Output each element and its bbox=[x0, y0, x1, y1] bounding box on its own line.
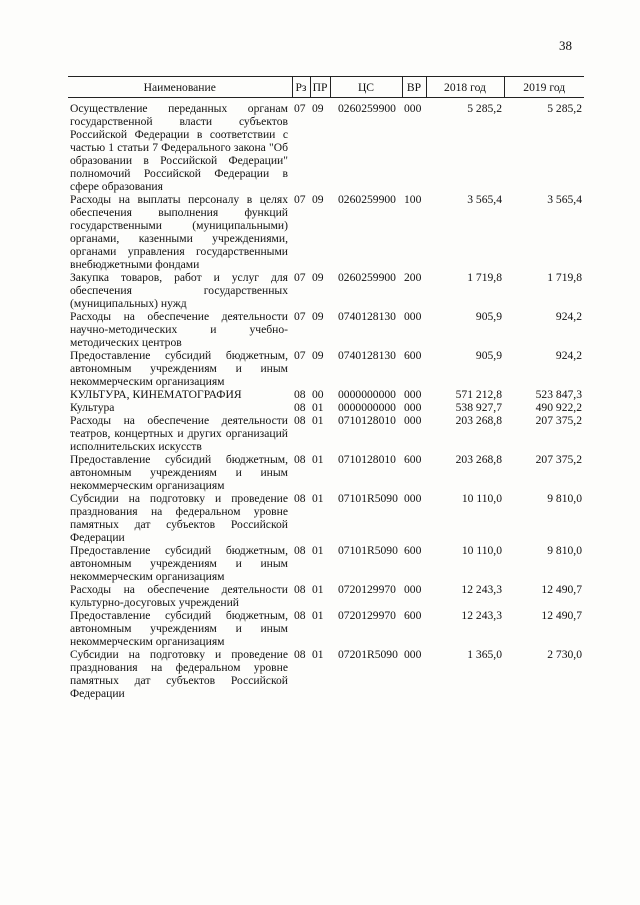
row-name: Осуществление переданных органам государственной власти субъектов Российской Федерации в соответствии с частью 1 статьи 7 Федерального закона "Об образовании в Российской Федерации" полномочий Российской Федерации в сфере образования bbox=[70, 102, 288, 193]
header-2019: 2019 год bbox=[504, 77, 584, 98]
row-cs: 07101R5090 bbox=[338, 544, 398, 557]
table-header-row bbox=[68, 77, 584, 98]
row-2019: 12 490,7 bbox=[541, 583, 582, 596]
table-row bbox=[68, 310, 584, 349]
row-rz: 08 bbox=[294, 492, 306, 505]
row-name: КУЛЬТУРА, КИНЕМАТОГРАФИЯ bbox=[70, 388, 242, 401]
row-pr: 01 bbox=[312, 544, 324, 557]
row-cs: 0260259900 bbox=[338, 271, 396, 284]
row-name: Предоставление субсидий бюджетным, автономным учреждениям и иным некоммерческим организациям bbox=[70, 349, 288, 388]
row-cs: 07201R5090 bbox=[338, 648, 398, 661]
row-pr: 09 bbox=[312, 310, 324, 323]
table-row bbox=[68, 492, 584, 544]
row-rz: 08 bbox=[294, 388, 306, 401]
row-cs: 0710128010 bbox=[338, 414, 396, 427]
row-vr: 000 bbox=[404, 648, 422, 661]
row-2018: 1 365,0 bbox=[467, 648, 502, 661]
row-name: Расходы на обеспечение деятельности культурно-досуговых учреждений bbox=[70, 583, 288, 609]
row-2019: 207 375,2 bbox=[535, 414, 582, 427]
row-vr: 600 bbox=[404, 609, 422, 622]
row-pr: 09 bbox=[312, 102, 324, 115]
row-rz: 08 bbox=[294, 544, 306, 557]
row-2019: 2 730,0 bbox=[547, 648, 582, 661]
row-name: Расходы на обеспечение деятельности научно-методических и учебно-методических центров bbox=[70, 310, 288, 349]
row-name: Закупка товаров, работ и услуг для обеспечения государственных (муниципальных) нужд bbox=[70, 271, 288, 310]
table-row bbox=[68, 648, 584, 700]
table-row bbox=[68, 453, 584, 492]
row-vr: 600 bbox=[404, 453, 422, 466]
row-pr: 01 bbox=[312, 453, 324, 466]
row-pr: 09 bbox=[312, 271, 324, 284]
row-rz: 08 bbox=[294, 401, 306, 414]
table-row bbox=[68, 583, 584, 609]
row-rz: 08 bbox=[294, 583, 306, 596]
row-2018: 905,9 bbox=[475, 349, 502, 362]
row-vr: 000 bbox=[404, 401, 422, 414]
row-2018: 3 565,4 bbox=[467, 193, 502, 206]
row-pr: 01 bbox=[312, 583, 324, 596]
row-2018: 1 719,8 bbox=[467, 271, 502, 284]
row-2019: 12 490,7 bbox=[541, 609, 582, 622]
row-2019: 9 810,0 bbox=[547, 544, 582, 557]
row-cs: 0710128010 bbox=[338, 453, 396, 466]
row-pr: 01 bbox=[312, 609, 324, 622]
table-row bbox=[68, 414, 584, 453]
row-2018: 203 268,8 bbox=[455, 414, 502, 427]
row-pr: 01 bbox=[312, 648, 324, 661]
table-row bbox=[68, 609, 584, 648]
row-vr: 200 bbox=[404, 271, 422, 284]
row-2019: 5 285,2 bbox=[547, 102, 582, 115]
table-row bbox=[68, 401, 584, 414]
row-pr: 00 bbox=[312, 388, 324, 401]
row-rz: 08 bbox=[294, 414, 306, 427]
row-rz: 08 bbox=[294, 453, 306, 466]
row-2019: 523 847,3 bbox=[535, 388, 582, 401]
row-name: Предоставление субсидий бюджетным, автономным учреждениям и иным некоммерческим организациям bbox=[70, 453, 288, 492]
table-body bbox=[68, 98, 584, 701]
row-2018: 10 110,0 bbox=[461, 544, 502, 557]
header-2018: 2018 год bbox=[426, 77, 504, 98]
row-vr: 100 bbox=[404, 193, 422, 206]
row-cs: 07101R5090 bbox=[338, 492, 398, 505]
row-2018: 5 285,2 bbox=[467, 102, 502, 115]
page-number: 38 bbox=[559, 38, 572, 53]
row-cs: 0000000000 bbox=[338, 388, 396, 401]
row-rz: 07 bbox=[294, 271, 306, 284]
header-vr: ВР bbox=[402, 77, 426, 98]
row-rz: 07 bbox=[294, 349, 306, 362]
row-name: Культура bbox=[70, 401, 115, 414]
header-rz: Рз bbox=[292, 77, 310, 98]
row-2018: 203 268,8 bbox=[455, 453, 502, 466]
row-vr: 000 bbox=[404, 388, 422, 401]
table-row bbox=[68, 349, 584, 388]
row-vr: 000 bbox=[404, 310, 422, 323]
row-2019: 924,2 bbox=[555, 310, 582, 323]
row-name: Предоставление субсидий бюджетным, автономным учреждениям и иным некоммерческим организациям bbox=[70, 544, 288, 583]
row-pr: 01 bbox=[312, 492, 324, 505]
table-row bbox=[68, 388, 584, 401]
row-2018: 12 243,3 bbox=[461, 583, 502, 596]
row-pr: 09 bbox=[312, 349, 324, 362]
row-name: Субсидии на подготовку и проведение празднования на федеральном уровне памятных дат субъектов Российской Федерации bbox=[70, 492, 288, 544]
row-vr: 000 bbox=[404, 102, 422, 115]
row-cs: 0740128130 bbox=[338, 349, 396, 362]
row-vr: 600 bbox=[404, 544, 422, 557]
row-rz: 07 bbox=[294, 193, 306, 206]
row-2018: 10 110,0 bbox=[461, 492, 502, 505]
row-cs: 0720129970 bbox=[338, 583, 396, 596]
row-pr: 01 bbox=[312, 414, 324, 427]
row-name: Расходы на выплаты персоналу в целях обеспечения выполнения функций государственными (муниципальными) органами, казенными учреждениями, органами управления государственными внебюджетными фондами bbox=[70, 193, 288, 271]
row-2019: 9 810,0 bbox=[547, 492, 582, 505]
header-name: Наименование bbox=[68, 77, 292, 98]
row-2019: 3 565,4 bbox=[547, 193, 582, 206]
row-name: Предоставление субсидий бюджетным, автономным учреждениям и иным некоммерческим организациям bbox=[70, 609, 288, 648]
budget-table bbox=[68, 76, 584, 700]
row-vr: 600 bbox=[404, 349, 422, 362]
table-row bbox=[68, 98, 584, 194]
row-2018: 12 243,3 bbox=[461, 609, 502, 622]
row-2018: 571 212,8 bbox=[455, 388, 502, 401]
table-row bbox=[68, 193, 584, 271]
row-name: Субсидии на подготовку и проведение празднования на федеральном уровне памятных дат субъектов Российской Федерации bbox=[70, 648, 288, 700]
row-vr: 000 bbox=[404, 414, 422, 427]
row-name: Расходы на обеспечение деятельности театров, концертных и других организаций исполнительских искусств bbox=[70, 414, 288, 453]
row-vr: 000 bbox=[404, 583, 422, 596]
row-pr: 01 bbox=[312, 401, 324, 414]
row-2019: 490 922,2 bbox=[535, 401, 582, 414]
row-cs: 0720129970 bbox=[338, 609, 396, 622]
row-2018: 905,9 bbox=[475, 310, 502, 323]
row-cs: 0740128130 bbox=[338, 310, 396, 323]
row-cs: 0000000000 bbox=[338, 401, 396, 414]
row-cs: 0260259900 bbox=[338, 102, 396, 115]
table-row bbox=[68, 544, 584, 583]
row-2018: 538 927,7 bbox=[455, 401, 502, 414]
header-pr: ПР bbox=[310, 77, 330, 98]
row-rz: 08 bbox=[294, 609, 306, 622]
row-rz: 07 bbox=[294, 102, 306, 115]
row-2019: 924,2 bbox=[555, 349, 582, 362]
row-pr: 09 bbox=[312, 193, 324, 206]
row-2019: 1 719,8 bbox=[547, 271, 582, 284]
row-2019: 207 375,2 bbox=[535, 453, 582, 466]
table-row bbox=[68, 271, 584, 310]
header-cs: ЦС bbox=[330, 77, 402, 98]
row-cs: 0260259900 bbox=[338, 193, 396, 206]
row-rz: 07 bbox=[294, 310, 306, 323]
row-vr: 000 bbox=[404, 492, 422, 505]
row-rz: 08 bbox=[294, 648, 306, 661]
